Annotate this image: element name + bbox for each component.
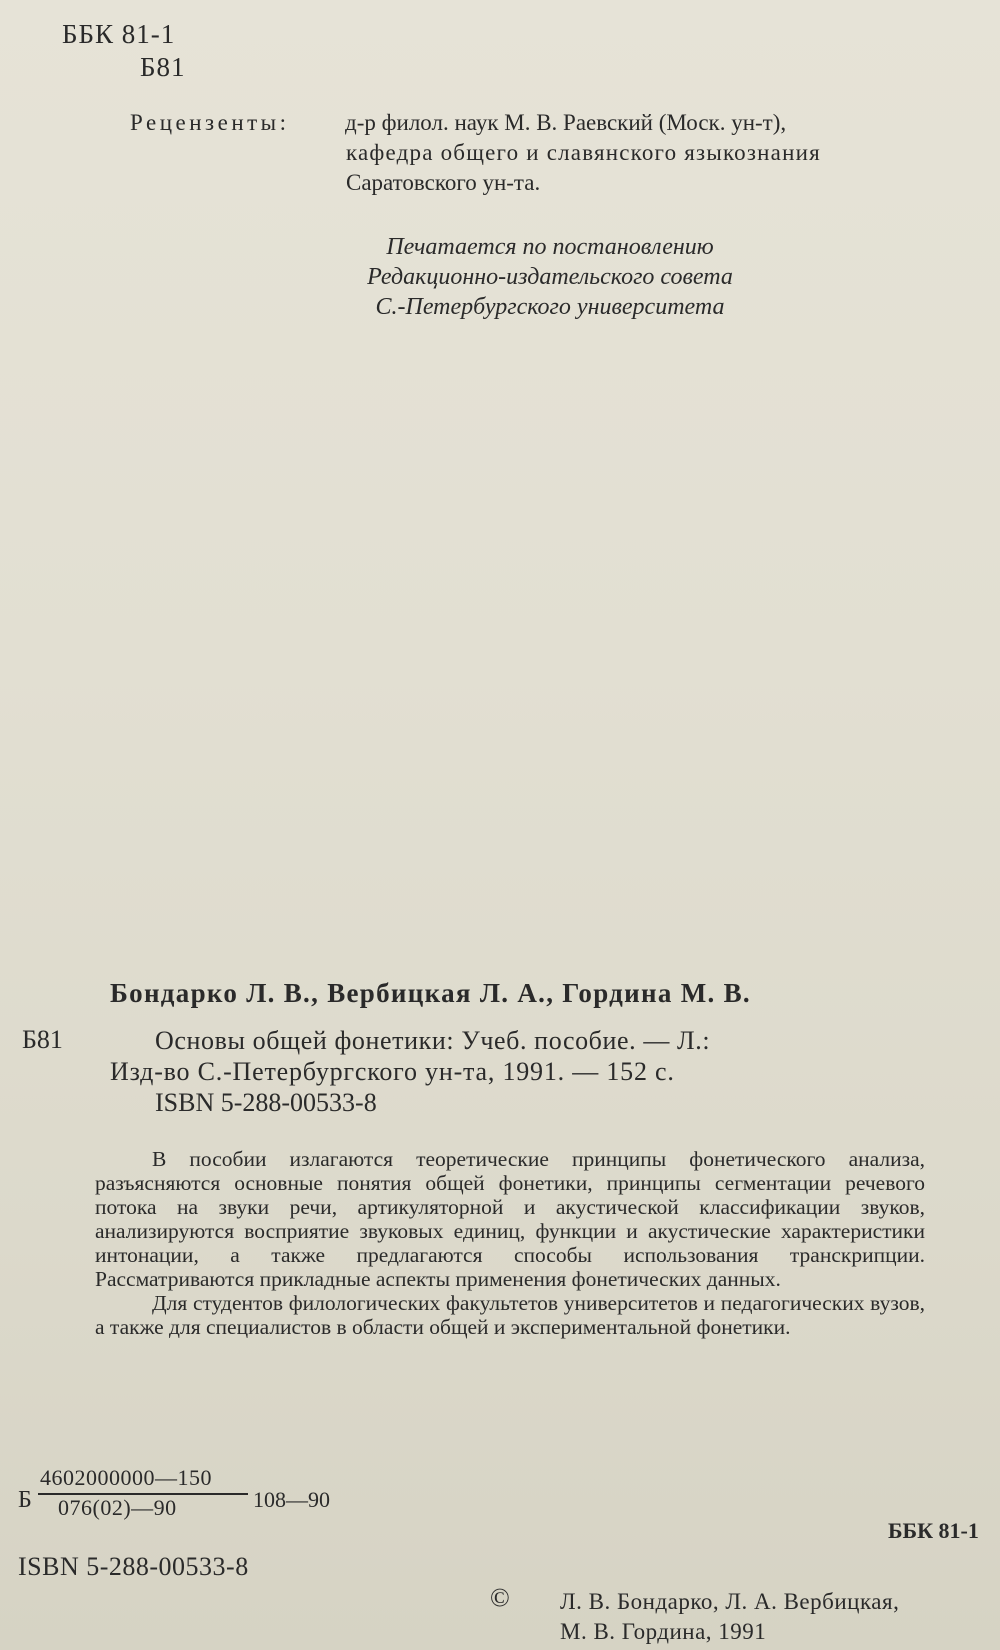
author-code: Б81	[140, 52, 186, 82]
card-publisher-line: Изд-во С.-Петербургского ун-та, 1991. — 152 с.	[110, 1057, 675, 1086]
formula-letter: Б	[18, 1487, 32, 1513]
card-title-line: Основы общей фонетики: Учеб. пособие. — Л.:	[155, 1026, 711, 1055]
reviewer-line-3: Саратовского ун-та.	[346, 170, 541, 195]
formula-numerator: 4602000000—150	[40, 1465, 212, 1490]
copyright-line-2: М. В. Гордина, 1991	[560, 1619, 767, 1644]
classification-block	[62, 18, 186, 84]
reviewer-line-2: кафедра общего и славянского языкознания	[346, 140, 821, 165]
copyright-icon: ©	[490, 1583, 510, 1612]
bbk-footer: ББК 81-1	[888, 1518, 979, 1543]
copyright-line-1: Л. В. Бондарко, Л. А. Вербицкая,	[560, 1589, 900, 1614]
publication-note-line-3: С.-Петербургского университета	[375, 294, 725, 320]
bbk-code: ББК 81-1	[62, 19, 176, 49]
card-authors: Бондарко Л. В., Вербицкая Л. А., Гордина М. В.	[110, 978, 751, 1008]
isbn-footer: ISBN 5-288-00533-8	[18, 1552, 249, 1581]
price-formula	[18, 1465, 358, 1545]
publication-note	[300, 232, 800, 322]
card-bibliography	[110, 1025, 940, 1118]
annotation-paragraph-1: В пособии излагаются теоретические принципы фонетического анализа, разъясняются основные понятия общей фонетики, принципы сегментации речевого потока на звуки речи, артикуляторной и акустической классификации звуков, анализируются восприятие звуковых единиц, функции и акустические характеристики интонации, а также предлагаются способы использования транскрипции. Рассматриваются прикладные аспекты применения фонетических данных.	[95, 1147, 925, 1291]
copyright-holders	[560, 1587, 899, 1647]
reviewers-label: Рецензенты:	[130, 110, 290, 135]
annotation	[95, 1147, 925, 1339]
card-isbn-line: ISBN 5-288-00533-8	[155, 1088, 377, 1117]
annotation-paragraph-2: Для студентов филологических факультетов университетов и педагогических вузов, а также для специалистов в области общей и экспериментальной фонетики.	[95, 1291, 925, 1339]
publication-note-line-2: Редакционно-издательского совета	[367, 264, 733, 290]
formula-tail: 108—90	[253, 1487, 330, 1512]
card-code: Б81	[22, 1025, 63, 1054]
reviewer-line-1: д-р филол. наук М. В. Раевский (Моск. ун-т),	[345, 110, 787, 135]
publication-note-line-1: Печатается по постановлению	[386, 234, 714, 260]
formula-denominator: 076(02)—90	[58, 1495, 177, 1520]
